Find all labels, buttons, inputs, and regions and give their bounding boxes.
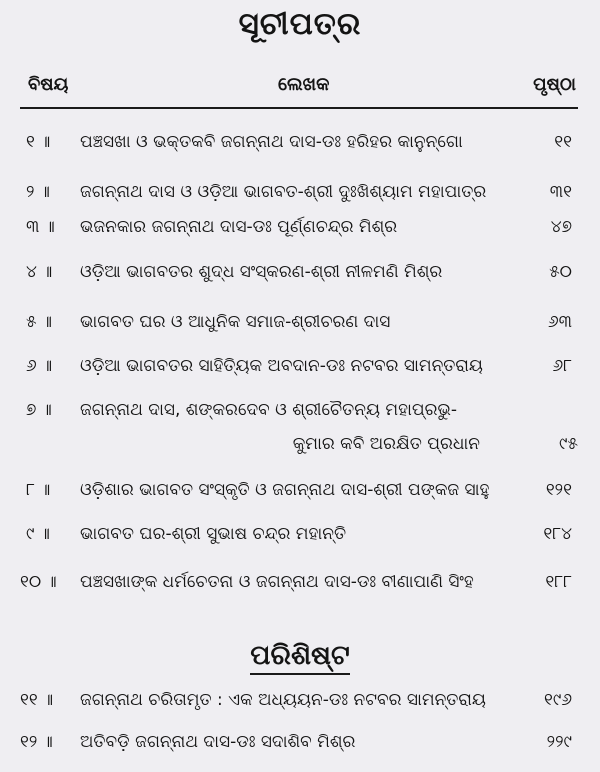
entry-title-author: ପଞ୍ଚସଖାଙ୍କ ଧର୍ମଚେତନା ଓ ଜଗନ୍ନାଥ ଦାସ-ଡଃ ବୀଣାପାଣି ସିଂହ	[80, 572, 474, 592]
appendix-heading: ପରିଶିଷ୍ଟ	[0, 640, 600, 672]
entry-page: ୬୩	[547, 312, 572, 332]
entry-page: ୯୫	[558, 434, 578, 454]
entry-page: ୬୮	[552, 356, 572, 376]
entry-title-author: ଭାଗବତ ଘର ଓ ଆଧୁନିକ ସମାଜ-ଶ୍ରୀଚରଣ ଦାସ	[80, 312, 391, 332]
entry-page: ୧୮୪	[543, 524, 572, 544]
entry-number: ୪ ॥	[26, 262, 53, 282]
entry-number: ୧୨ ॥	[20, 732, 53, 752]
entry-number: ୧୧ ॥	[20, 690, 54, 710]
entry-number: ୨ ॥	[26, 182, 50, 202]
column-header-author: ଲେଖକ	[278, 74, 330, 95]
entry-page: ୪୭	[550, 217, 572, 237]
column-header-page: ପୃଷ୍ଠା	[533, 74, 576, 95]
entry-title-author: ଓଡ଼ିଆ ଭାଗବତର ସାହିତ୍ୟିକ ଅବଦାନ-ଡଃ ନଟବର ସାମନ୍ତରାୟ	[80, 356, 483, 376]
entry-title-author: ଭଜନକାର ଜଗନ୍ନାଥ ଦାସ-ଡଃ ପୂର୍ଣ୍ଣଚନ୍ଦ୍ର ମିଶ୍ର	[80, 217, 398, 237]
entry-number: ୩ ॥	[26, 217, 55, 237]
entry-title-author: ଓଡ଼ିଆ ଭାଗବତର ଶୁଦ୍ଧ ସଂସ୍କରଣ-ଶ୍ରୀ ନୀଳମଣି ମିଶ୍ର	[80, 262, 443, 282]
entry-title-author: ଜଗନ୍ନାଥ ଦାସ, ଶଙ୍କରଦେବ ଓ ଶ୍ରୀଚୈତନ୍ୟ ମହାପ୍ରଭୁ-	[80, 400, 457, 420]
entry-title-author: ଅତିବଡ଼ି ଜଗନ୍ନାଥ ଦାସ-ଡଃ ସଦାଶିବ ମିଶ୍ର	[80, 732, 356, 752]
entry-number: ୫ ॥	[26, 312, 53, 332]
entry-page: ୧୮୮	[545, 572, 572, 592]
entry-number: ୬ ॥	[26, 356, 53, 376]
entry-title-author: ପଞ୍ଚସଖା ଓ ଭକ୍ତକବି ଜଗନ୍ନାଥ ଦାସ-ଡଃ ହରିହର କାନୁନ୍‌ଗୋ	[80, 132, 463, 152]
entry-title-author: ଓଡ଼ିଶାର ଭାଗବତ ସଂସ୍କୃତି ଓ ଜଗନ୍ନାଥ ଦାସ-ଶ୍ରୀ ପଙ୍କଜ ସାହୁ	[80, 480, 490, 500]
column-header-subject: ବିଷୟ	[28, 74, 69, 95]
entry-title-author: ଜଗନ୍ନାଥ ଦାସ ଓ ଓଡ଼ିଆ ଭାଗବତ-ଶ୍ରୀ ଦୁଃଖିଶ୍ୟାମ ମହାପାତ୍ର	[80, 182, 487, 202]
entry-number: ୧ ॥	[26, 132, 51, 152]
entry-page: ୨୨୯	[546, 732, 572, 752]
entry-page: ୫୦	[549, 262, 572, 282]
entry-title-author: ଭାଗବତ ଘର-ଶ୍ରୀ ସୁଭାଷ ଚନ୍ଦ୍ର ମହାନ୍ତି	[80, 524, 347, 544]
entry-page: ୧୧	[554, 132, 572, 152]
entry-author: କୁମାର କବି ଅରକ୍ଷିତ ପ୍ରଧାନ	[292, 434, 480, 454]
entry-title-author: ଜଗନ୍ନାଥ ଚରିତାମୃତ : ଏକ ଅଧ୍ୟୟନ-ଡଃ ନଟବର ସାମନ୍ତରାୟ	[80, 690, 486, 710]
entry-number: ୯ ॥	[26, 524, 50, 544]
entry-number: ୮ ॥	[26, 480, 51, 500]
header-divider	[20, 107, 578, 109]
entry-number: ୧୦ ॥	[20, 572, 57, 592]
entry-page: ୧୨୧	[545, 480, 572, 500]
page-title: ସୂଚୀପତ୍ର	[238, 6, 362, 42]
entry-page: ୧୯୬	[544, 690, 572, 710]
entry-number: ୭ ॥	[26, 400, 52, 420]
entry-page: ୩୧	[549, 182, 572, 202]
